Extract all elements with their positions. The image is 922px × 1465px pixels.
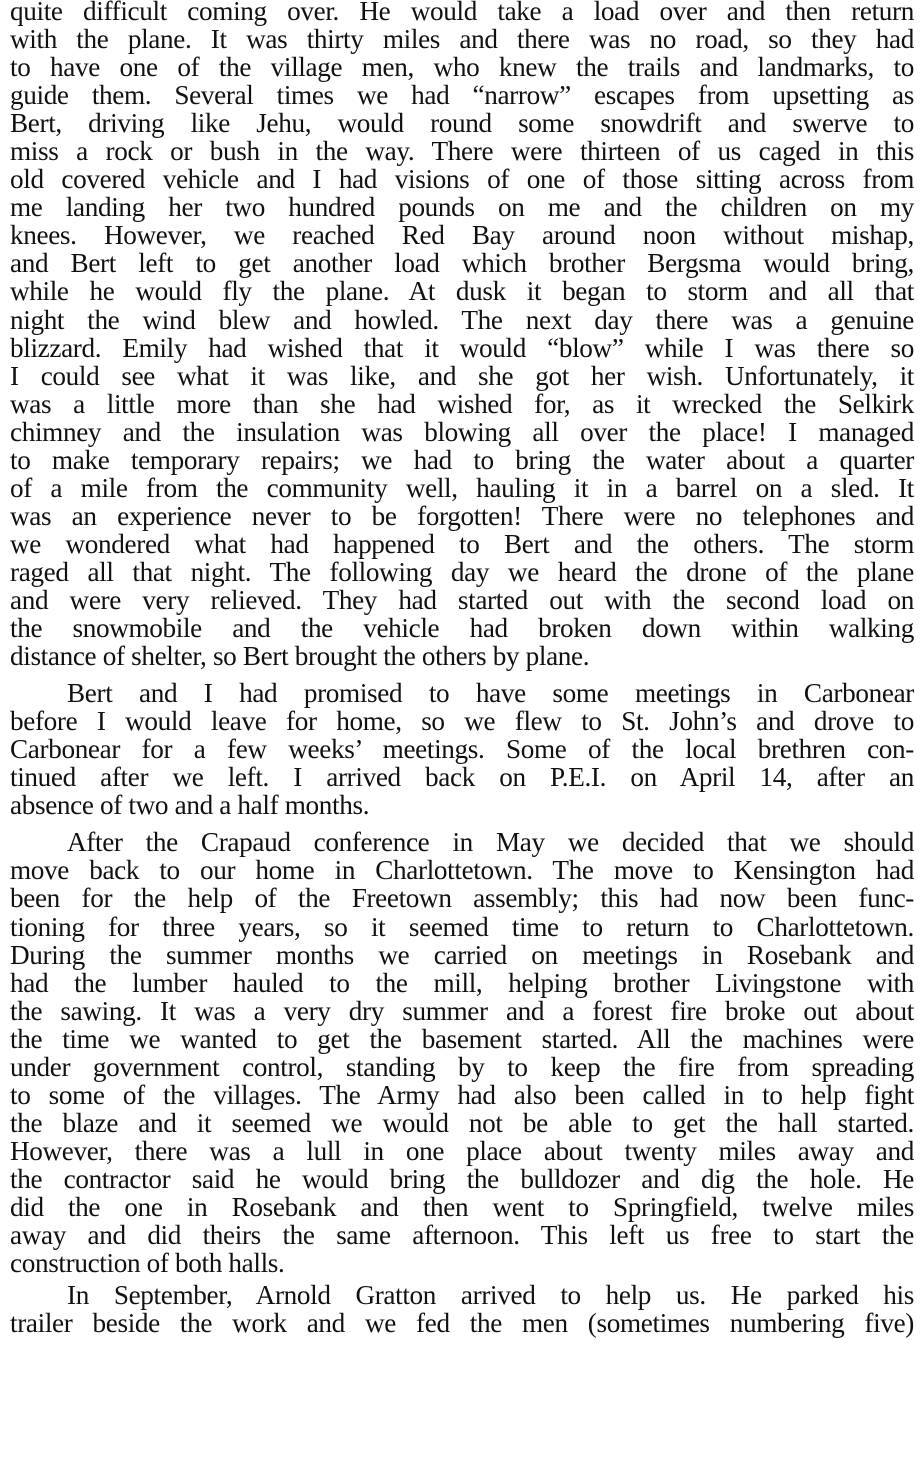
- text-line: night the wind blew and howled. The next day there was a genuine: [10, 304, 914, 335]
- text-line: and were very relieved. They had started out with the second load on: [10, 584, 914, 615]
- text-line: of a mile from the community well, hauling it in a barrel on a sled. It: [10, 472, 914, 503]
- text-line: However, there was a lull in one place about twenty miles away and: [10, 1135, 914, 1166]
- text-line: and Bert left to get another load which brother Bergsma would bring,: [10, 248, 914, 279]
- text-line: the blaze and it seemed we would not be able to get the hall started.: [10, 1107, 914, 1138]
- text-line: had the lumber hauled to the mill, helping brother Livingstone with: [10, 967, 914, 998]
- text-line: old covered vehicle and I had visions of one of those sitting across from: [10, 164, 914, 195]
- text-line: Bert, driving like Jehu, would round some snowdrift and swerve to: [10, 108, 914, 139]
- text-line: During the summer months we carried on meetings in Rosebank and: [10, 939, 914, 970]
- text-line: was an experience never to be forgotten! There were no telephones and: [10, 500, 914, 531]
- text-line: trailer beside the work and we fed the men (sometimes numbering five): [10, 1308, 914, 1339]
- text-line: we wondered what had happened to Bert and the others. The storm: [10, 528, 914, 559]
- text-line: me landing her two hundred pounds on me and the children on my: [10, 192, 914, 223]
- text-line: I could see what it was like, and she got her wish. Unfortunately, it: [10, 360, 914, 391]
- text-line: blizzard. Emily had wished that it would “blow” while I was there so: [10, 332, 914, 363]
- text-line: quite difficult coming over. He would take a load over and then return: [10, 0, 914, 26]
- text-line: move back to our home in Charlottetown. The move to Kensington had: [10, 855, 914, 886]
- text-line: with the plane. It was thirty miles and there was no road, so they had: [10, 24, 914, 55]
- text-line: was a little more than she had wished for, as it wrecked the Selkirk: [10, 388, 914, 419]
- paragraph-crapaud-conference: [10, 828, 914, 1277]
- text-line: miss a rock or bush in the way. There were thirteen of us caged in this: [10, 136, 914, 167]
- text-line: knees. However, we reached Red Bay around noon without mishap,: [10, 220, 914, 251]
- text-line: distance of shelter, so Bert brought the others by plane.: [10, 641, 590, 672]
- text-line: been for the help of the Freetown assembly; this had now been func-: [10, 883, 914, 914]
- text-line: under government control, standing by to keep the fire from spreading: [10, 1051, 914, 1082]
- text-line: chimney and the insulation was blowing all over the place! I managed: [10, 416, 914, 447]
- text-line: the sawing. It was a very dry summer and a forest fire broke out about: [10, 995, 914, 1026]
- text-line: absence of two and a half months.: [10, 790, 370, 821]
- text-line: In September, Arnold Gratton arrived to help us. He parked his: [67, 1280, 914, 1311]
- paragraph-snowmobile-trip: [10, 0, 914, 670]
- text-line: raged all that night. The following day we heard the drone of the plane: [10, 556, 914, 587]
- text-line: After the Crapaud conference in May we decided that we should: [67, 827, 914, 858]
- text-line: the time we wanted to get the basement started. All the machines were: [10, 1023, 914, 1054]
- text-line: construction of both halls.: [10, 1248, 285, 1279]
- paragraph-september-gratton: [10, 1281, 914, 1337]
- text-line: the contractor said he would bring the bulldozer and dig the hole. He: [10, 1163, 914, 1194]
- text-line: away and did theirs the same afternoon. This left us free to start the: [10, 1220, 914, 1251]
- text-line: did the one in Rosebank and then went to Springfield, twelve miles: [10, 1191, 914, 1222]
- text-line: tioning for three years, so it seemed time to return to Charlottetown.: [10, 911, 914, 942]
- text-line: to have one of the village men, who knew the trails and landmarks, to: [10, 52, 914, 83]
- text-line: while he would fly the plane. At dusk it began to storm and all that: [10, 276, 914, 307]
- text-line: the snowmobile and the vehicle had broken down within walking: [10, 613, 914, 644]
- text-line: Bert and I had promised to have some meetings in Carbonear: [67, 678, 914, 709]
- paragraph-carbonear-meetings: [10, 679, 914, 819]
- text-line: tinued after we left. I arrived back on P.E.I. on April 14, after an: [10, 762, 914, 793]
- text-line: to make temporary repairs; we had to bring the water about a quarter: [10, 444, 914, 475]
- text-line: before I would leave for home, so we flew to St. John’s and drove to: [10, 706, 914, 737]
- text-line: guide them. Several times we had “narrow” escapes from upsetting as: [10, 80, 914, 111]
- text-line: to some of the villages. The Army had also been called in to help fight: [10, 1079, 914, 1110]
- text-line: Carbonear for a few weeks’ meetings. Some of the local brethren con-: [10, 734, 914, 765]
